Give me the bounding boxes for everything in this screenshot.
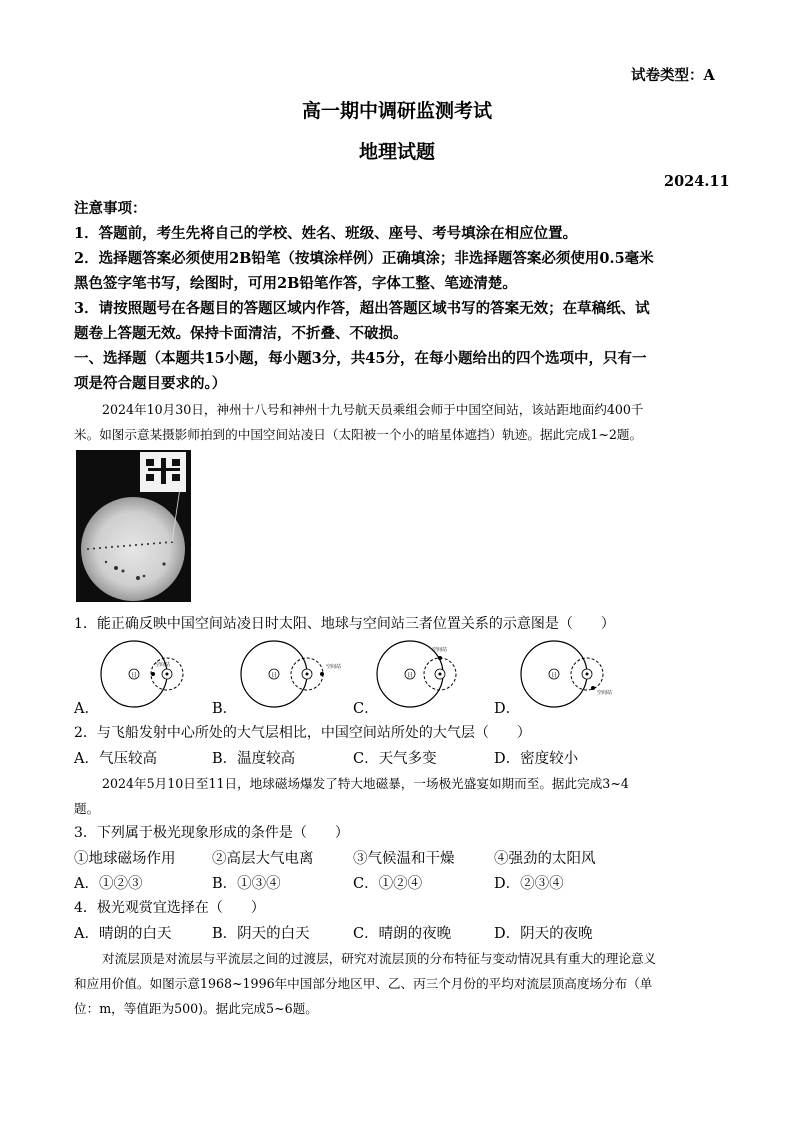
station-label: 空间站 [326, 664, 342, 670]
question-stem: 1．能正确反映中国空间站凌日时太阳、地球与空间站三者位置关系的示意图是（ ） [74, 616, 615, 632]
question-stem: 4．极光观赏宜选择在（ ） [74, 900, 265, 916]
passage-text: 和应用价值。如图示意1968~1996年中国部分地区甲、乙、丙三个月份的平均对流层顶高度场分布（单 [74, 976, 653, 991]
sun-label: 日 [130, 672, 138, 679]
question-stem: 3．下列属于极光现象形成的条件是（ ） [74, 825, 349, 841]
option-c[interactable]: C．①②④ [353, 876, 423, 892]
question-stem: 2．与飞船发射中心所处的大气层相比，中国空间站所处的大气层（ ） [74, 725, 531, 741]
option-d[interactable]: D．密度较小 [494, 751, 579, 767]
page-title: 高一期中调研监测考试 [301, 100, 492, 122]
condition-item: ④强劲的太阳风 [494, 851, 596, 867]
condition-item: ①地球磁场作用 [74, 851, 176, 867]
option-c-diagram[interactable] [374, 638, 466, 710]
station-label: 空间站 [155, 662, 171, 668]
option-b[interactable]: B．①③④ [212, 876, 281, 892]
station-label: 空间站 [597, 690, 613, 696]
paper-type: 试卷类型：A [631, 67, 715, 84]
page-subtitle: 地理试题 [358, 141, 435, 163]
passage-text: 对流层顶是对流层与平流层之间的过渡层，研究对流层顶的分布特征与变动情况具有重大的理论意义 [102, 951, 657, 966]
sun-label: 日 [270, 672, 278, 679]
notice-item: 3．请按照题号在各题目的答题区域内作答，超出答题区域书写的答案无效；在草稿纸、试 [74, 300, 650, 317]
option-c[interactable]: C．天气多变 [353, 751, 437, 767]
option-c-label[interactable]: C． [353, 701, 379, 717]
sun-label: 日 [406, 672, 414, 679]
option-d[interactable]: D．阴天的夜晚 [494, 926, 593, 942]
option-a[interactable]: A．气压较高 [74, 751, 157, 767]
condition-item: ②高层大气电离 [212, 851, 314, 867]
passage-text: 米。如图示意某摄影师拍到的中国空间站凌日（太阳被一个小的暗星体遮挡）轨迹。据此完成1~2题。 [74, 427, 643, 442]
notice-heading: 注意事项： [74, 200, 147, 217]
section-heading: 项是符合题目要求的。） [74, 375, 227, 392]
option-a-diagram[interactable] [98, 638, 190, 710]
condition-item: ③气候温和干燥 [353, 851, 455, 867]
exam-date: 2024.11 [664, 173, 730, 190]
sun-label: 日 [550, 672, 558, 679]
option-d-label[interactable]: D． [494, 701, 521, 717]
station-label: 空间站 [432, 647, 448, 653]
option-b-label[interactable]: B． [212, 701, 238, 717]
section-heading: 一、选择题（本题共15小题，每小题3分，共45分，在每小题给出的四个选项中，只有一 [74, 350, 647, 367]
option-b[interactable]: B．阴天的白天 [212, 926, 310, 942]
notice-item: 题卷上答题无效。保持卡面清洁，不折叠、不破损。 [74, 325, 408, 342]
option-b[interactable]: B．温度较高 [212, 751, 296, 767]
option-d[interactable]: D．②③④ [494, 876, 564, 892]
notice-item: 2．选择题答案必须使用2B铅笔（按填涂样例）正确填涂；非选择题答案必须使用0.5毫米 [74, 250, 654, 267]
option-a[interactable]: A．①②③ [74, 876, 143, 892]
option-b-diagram[interactable] [238, 638, 342, 710]
transit-photo [76, 450, 191, 602]
notice-item: 黑色签字笔书写，绘图时，可用2B铅笔作答，字体工整、笔迹清楚。 [74, 275, 517, 292]
option-c[interactable]: C．晴朗的夜晚 [353, 926, 452, 942]
passage-text: 2024年10月30日，神州十八号和神州十九号航天员乘组会师于中国空间站，该站距地面约400千 [102, 402, 644, 417]
option-d-diagram[interactable] [518, 638, 614, 710]
option-a[interactable]: A．晴朗的白天 [74, 926, 172, 942]
notice-item: 1．答题前，考生先将自己的学校、姓名、班级、座号、考号填涂在相应位置。 [74, 225, 578, 242]
passage-text: 位：m，等值距为500)。据此完成5~6题。 [74, 1001, 318, 1016]
passage-text: 2024年5月10日至11日，地球磁场爆发了特大地磁暴，一场极光盛宴如期而至。据此完成3~4 [102, 776, 629, 791]
passage-text: 题。 [74, 801, 100, 816]
option-a-label[interactable]: A． [74, 701, 99, 717]
